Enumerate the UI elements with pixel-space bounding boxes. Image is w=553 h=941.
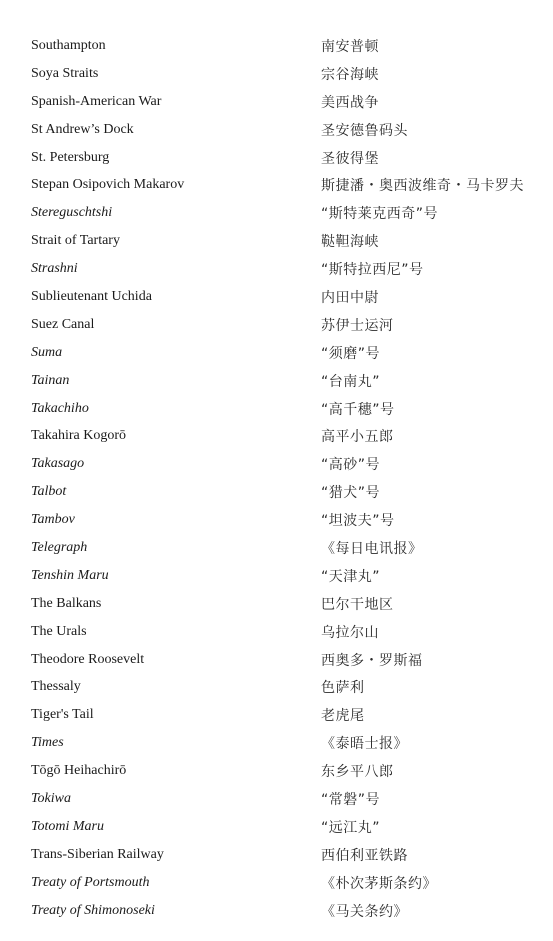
glossary-row	[0, 646, 553, 674]
chinese-term: 内田中尉	[321, 289, 379, 306]
chinese-term: 《每日电讯报》	[321, 540, 423, 557]
chinese-term: 南安普顿	[321, 38, 379, 55]
english-term: Stepan Osipovich Makarov	[31, 177, 185, 193]
english-term: Telegraph	[31, 539, 88, 555]
glossary-row	[0, 311, 553, 339]
english-term: Thessaly	[31, 679, 81, 695]
english-term: Strait of Tartary	[31, 233, 120, 249]
english-term: Strashni	[31, 261, 78, 277]
chinese-term: 西奥多・罗斯福	[321, 652, 423, 669]
glossary-row	[0, 897, 553, 925]
english-term: Tiger's Tail	[31, 707, 94, 723]
glossary-row	[0, 478, 553, 506]
glossary-row	[0, 450, 553, 478]
glossary-row	[0, 506, 553, 534]
chinese-term: “坦波夫”号	[321, 513, 395, 530]
glossary-row	[0, 813, 553, 841]
chinese-term: 美西战争	[321, 94, 379, 111]
english-term: Takahira Kogorō	[31, 428, 127, 444]
english-term: Theodore Roosevelt	[31, 651, 145, 667]
chinese-term: 斯捷潘・奥西波维奇・马卡罗夫	[321, 178, 524, 195]
english-term: Talbot	[31, 484, 67, 500]
glossary-row	[0, 618, 553, 646]
glossary-row	[0, 339, 553, 367]
glossary-row	[0, 841, 553, 869]
english-term: Treaty of Shimonoseki	[31, 902, 155, 918]
glossary-row	[0, 562, 553, 590]
english-term: St. Petersburg	[31, 149, 110, 165]
english-term: Treaty of Portsmouth	[31, 874, 150, 890]
chinese-term: 鞑靼海峡	[321, 234, 379, 251]
english-term: The Urals	[31, 623, 87, 639]
chinese-term: 老虎尾	[321, 708, 365, 725]
glossary-list	[0, 32, 553, 925]
chinese-term: 色萨利	[321, 680, 365, 697]
english-term: Suma	[31, 344, 63, 360]
english-term: Sublieutenant Uchida	[31, 288, 152, 304]
glossary-row	[0, 757, 553, 785]
glossary-row	[0, 199, 553, 227]
chinese-term: “斯特拉西尼”号	[321, 262, 424, 279]
chinese-term: “远江丸”	[321, 819, 381, 836]
english-term: Totomi Maru	[31, 818, 105, 834]
chinese-term: 东乡平八郎	[321, 764, 394, 781]
chinese-term: “斯特莱克西奇”号	[321, 206, 439, 223]
english-term: Soya Straits	[31, 65, 99, 81]
chinese-term: “须磨”号	[321, 345, 381, 362]
chinese-term: 《马关条约》	[321, 903, 408, 920]
chinese-term: 高平小五郎	[321, 429, 394, 446]
english-term: Times	[31, 735, 64, 751]
glossary-row	[0, 116, 553, 144]
english-term: Takasago	[31, 456, 85, 472]
chinese-term: 圣安德鲁码头	[321, 122, 408, 139]
chinese-term: 《泰晤士报》	[321, 736, 408, 753]
english-term: Suez Canal	[31, 316, 95, 332]
chinese-term: “常磐”号	[321, 791, 381, 808]
glossary-row	[0, 144, 553, 172]
chinese-term: 《朴次茅斯条约》	[321, 875, 437, 892]
chinese-term: 巴尔干地区	[321, 596, 394, 613]
english-term: Trans-Siberian Railway	[31, 846, 164, 862]
english-term: Tambov	[31, 512, 75, 528]
glossary-row	[0, 255, 553, 283]
chinese-term: “天津丸”	[321, 568, 381, 585]
english-term: Tōgō Heihachirō	[31, 763, 127, 779]
english-term: Tenshin Maru	[31, 567, 109, 583]
chinese-term: “台南丸”	[321, 373, 381, 390]
chinese-term: 圣彼得堡	[321, 150, 379, 167]
glossary-row	[0, 171, 553, 199]
glossary-row	[0, 785, 553, 813]
chinese-term: “猎犬”号	[321, 485, 381, 502]
chinese-term: 宗谷海峡	[321, 66, 379, 83]
glossary-row	[0, 60, 553, 88]
glossary-row	[0, 869, 553, 897]
english-term: Southampton	[31, 37, 106, 53]
chinese-term: 苏伊士运河	[321, 317, 394, 334]
glossary-row	[0, 590, 553, 618]
glossary-row	[0, 88, 553, 116]
glossary-row	[0, 534, 553, 562]
glossary-row	[0, 422, 553, 450]
glossary-row	[0, 395, 553, 423]
glossary-row	[0, 367, 553, 395]
english-term: The Balkans	[31, 595, 102, 611]
glossary-row	[0, 32, 553, 60]
glossary-row	[0, 729, 553, 757]
chinese-term: 乌拉尔山	[321, 624, 379, 641]
chinese-term: 西伯利亚铁路	[321, 847, 408, 864]
english-term: Spanish-American War	[31, 93, 162, 109]
glossary-row	[0, 701, 553, 729]
english-term: St Andrew’s Dock	[31, 121, 134, 137]
glossary-row	[0, 673, 553, 701]
english-term: Stereguschtshi	[31, 205, 113, 221]
glossary-row	[0, 227, 553, 255]
glossary-row	[0, 283, 553, 311]
english-term: Tokiwa	[31, 790, 71, 806]
english-term: Tainan	[31, 372, 70, 388]
english-term: Takachiho	[31, 400, 89, 416]
chinese-term: “高砂”号	[321, 457, 381, 474]
chinese-term: “高千穗”号	[321, 401, 395, 418]
